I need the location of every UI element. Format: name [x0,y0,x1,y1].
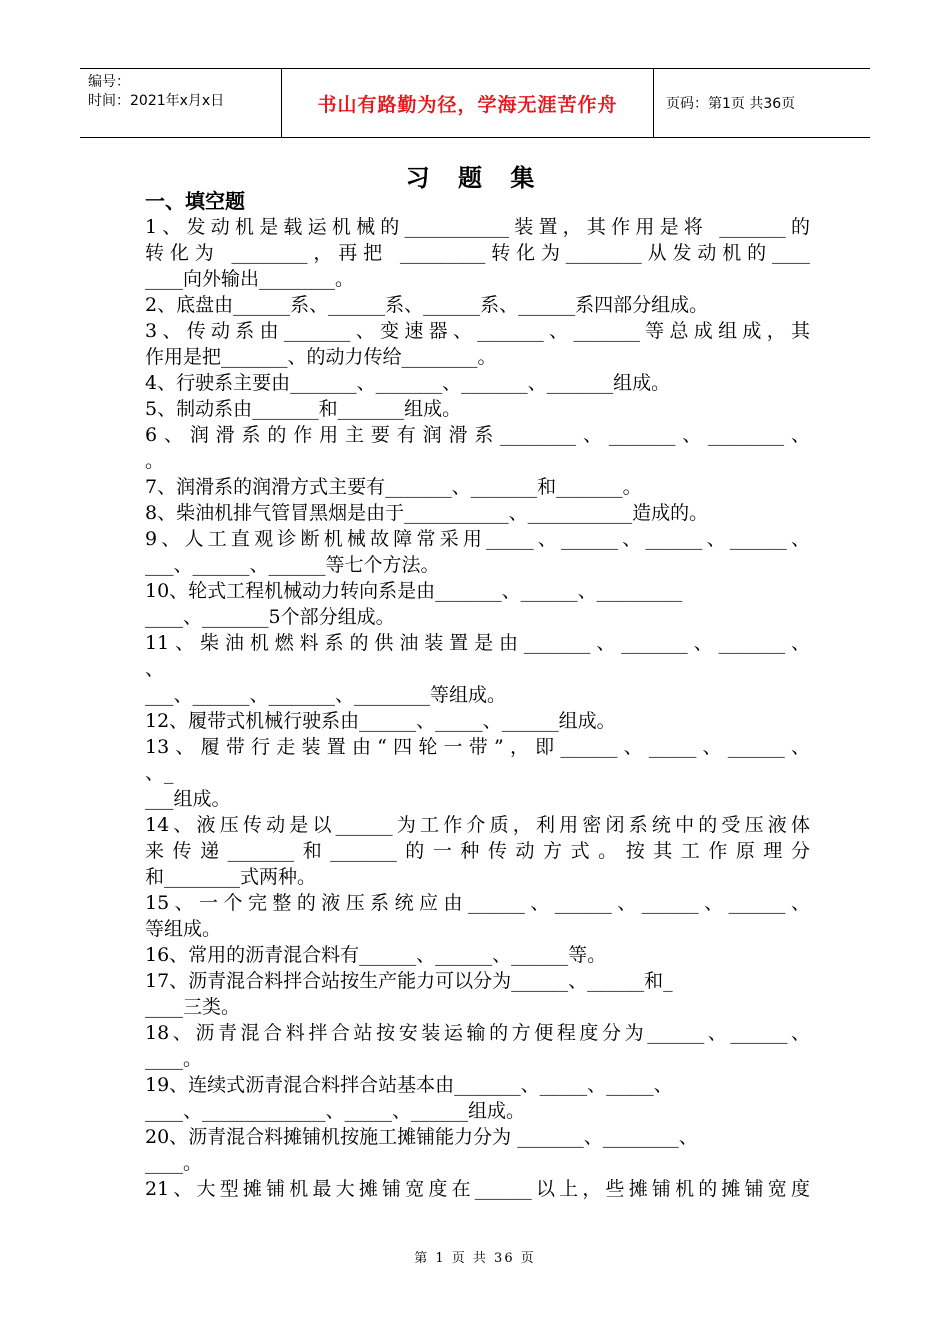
exercise-line: ____、_______5个部分组成。 [145,606,395,628]
header-meta [80,69,282,137]
exercise-line: 18、沥青混合料拌合站按安装运输的方便程度分为______、______、 [145,1022,810,1044]
exercise-line: 2、底盘由______系、______系、______系、______系四部分组成。 [145,294,709,316]
section-heading: 一、填空题 [145,189,245,213]
page-footer: 第 1 页 共 36 页 [414,1251,536,1266]
exercise-line: ____三类。 [145,996,241,1018]
exercise-content [145,188,810,1202]
exercise-line: 作用是把_______、的动力传给________。 [145,346,497,368]
exercise-line: 3、传动系由_______、变速器、_______、_______等总成组成，其 [145,320,810,342]
exercise-line: 16、常用的沥青混合料有______、______、______等。 [145,944,607,966]
page-header [80,68,870,138]
exercise-line: 8、柴油机排气管冒黑烟是由于___________、___________造成的。 [145,502,709,524]
exercise-line: ____、_____________、_____、______组成。 [145,1100,526,1122]
document-title: 习 题 集 [405,163,545,192]
exercise-line: 19、连续式沥青混合料拌合站基本由_______、_____、_____、 [145,1074,673,1096]
exercise-line: ____。 [145,1048,203,1070]
exercise-line: 20、沥青混合料摊铺机按施工摊铺能力分为 _______、________、 [145,1126,698,1148]
exercise-line: ___、______、_______、________等组成。 [145,684,507,706]
exercise-line: 等组成。 [145,918,222,940]
exercise-line: 来传递_______和_______的一种传动方式。按其工作原理分 [145,840,810,862]
exercise-line: 、_ [145,762,174,784]
exercise-line: 6、润滑系的作用主要有润滑系________、_______、________、 [145,424,810,446]
exercise-line: 11、柴油机燃料系的供油装置是由_______、_______、_______、 [145,632,810,654]
exercise-line: 。 [145,450,165,472]
exercise-line: ____。 [145,1152,203,1174]
exercise-line: 、 [145,658,165,680]
exercise-line: 10、轮式工程机械动力转向系是由_______、______、_________ [145,580,683,602]
exercise-line: 12、履带式机械行驶系由______、_____、______组成。 [145,710,616,732]
header-motto: 书山有路勤为径，学海无涯苦作舟 [282,69,654,137]
exercise-line: 21、大型摊铺机最大摊铺宽度在______以上，些摊铺机的摊铺宽度 [145,1178,810,1200]
exercise-line: ___组成。 [145,788,231,810]
exercise-line: 13、履带行走装置由“四轮一带”，即______、_____、______、 [145,736,810,758]
exercise-line: 9、人工直观诊断机械故障常采用_____、______、______、______、 [145,528,810,550]
exercise-line: 17、沥青混合料拌合站按生产能力可以分为______、______和_ [145,970,673,992]
exercise-line: 转化为 ________，再把 _________转化为________从发动机的____ [145,242,810,264]
exercise-line: 15、一个完整的液压系统应由______、______、______、______、 [145,892,810,914]
header-page-label: 页码：第1页 共36页 [666,96,796,112]
exercise-line: 7、润滑系的润滑方式主要有_______、_______和_______。 [145,476,642,498]
exercise-line: 14、液压传动是以______为工作介质，利用密闭系统中的受压液体 [145,814,810,836]
exercise-line: 和________式两种。 [145,866,317,888]
document-number-label: 编号： [88,74,130,90]
exercise-line: 4、行驶系主要由_______、_______、_______、_______组成。 [145,372,671,394]
exercise-line: 1、发动机是载运机械的___________装置，其作用是将 _______的 [145,216,810,238]
document-time-label: 时间：2021年x月x日 [88,93,225,109]
exercise-line: ____向外输出________。 [145,268,355,290]
exercise-line: 5、制动系由_______和_______组成。 [145,398,462,420]
exercise-line: ___、______、______等七个方法。 [145,554,440,576]
